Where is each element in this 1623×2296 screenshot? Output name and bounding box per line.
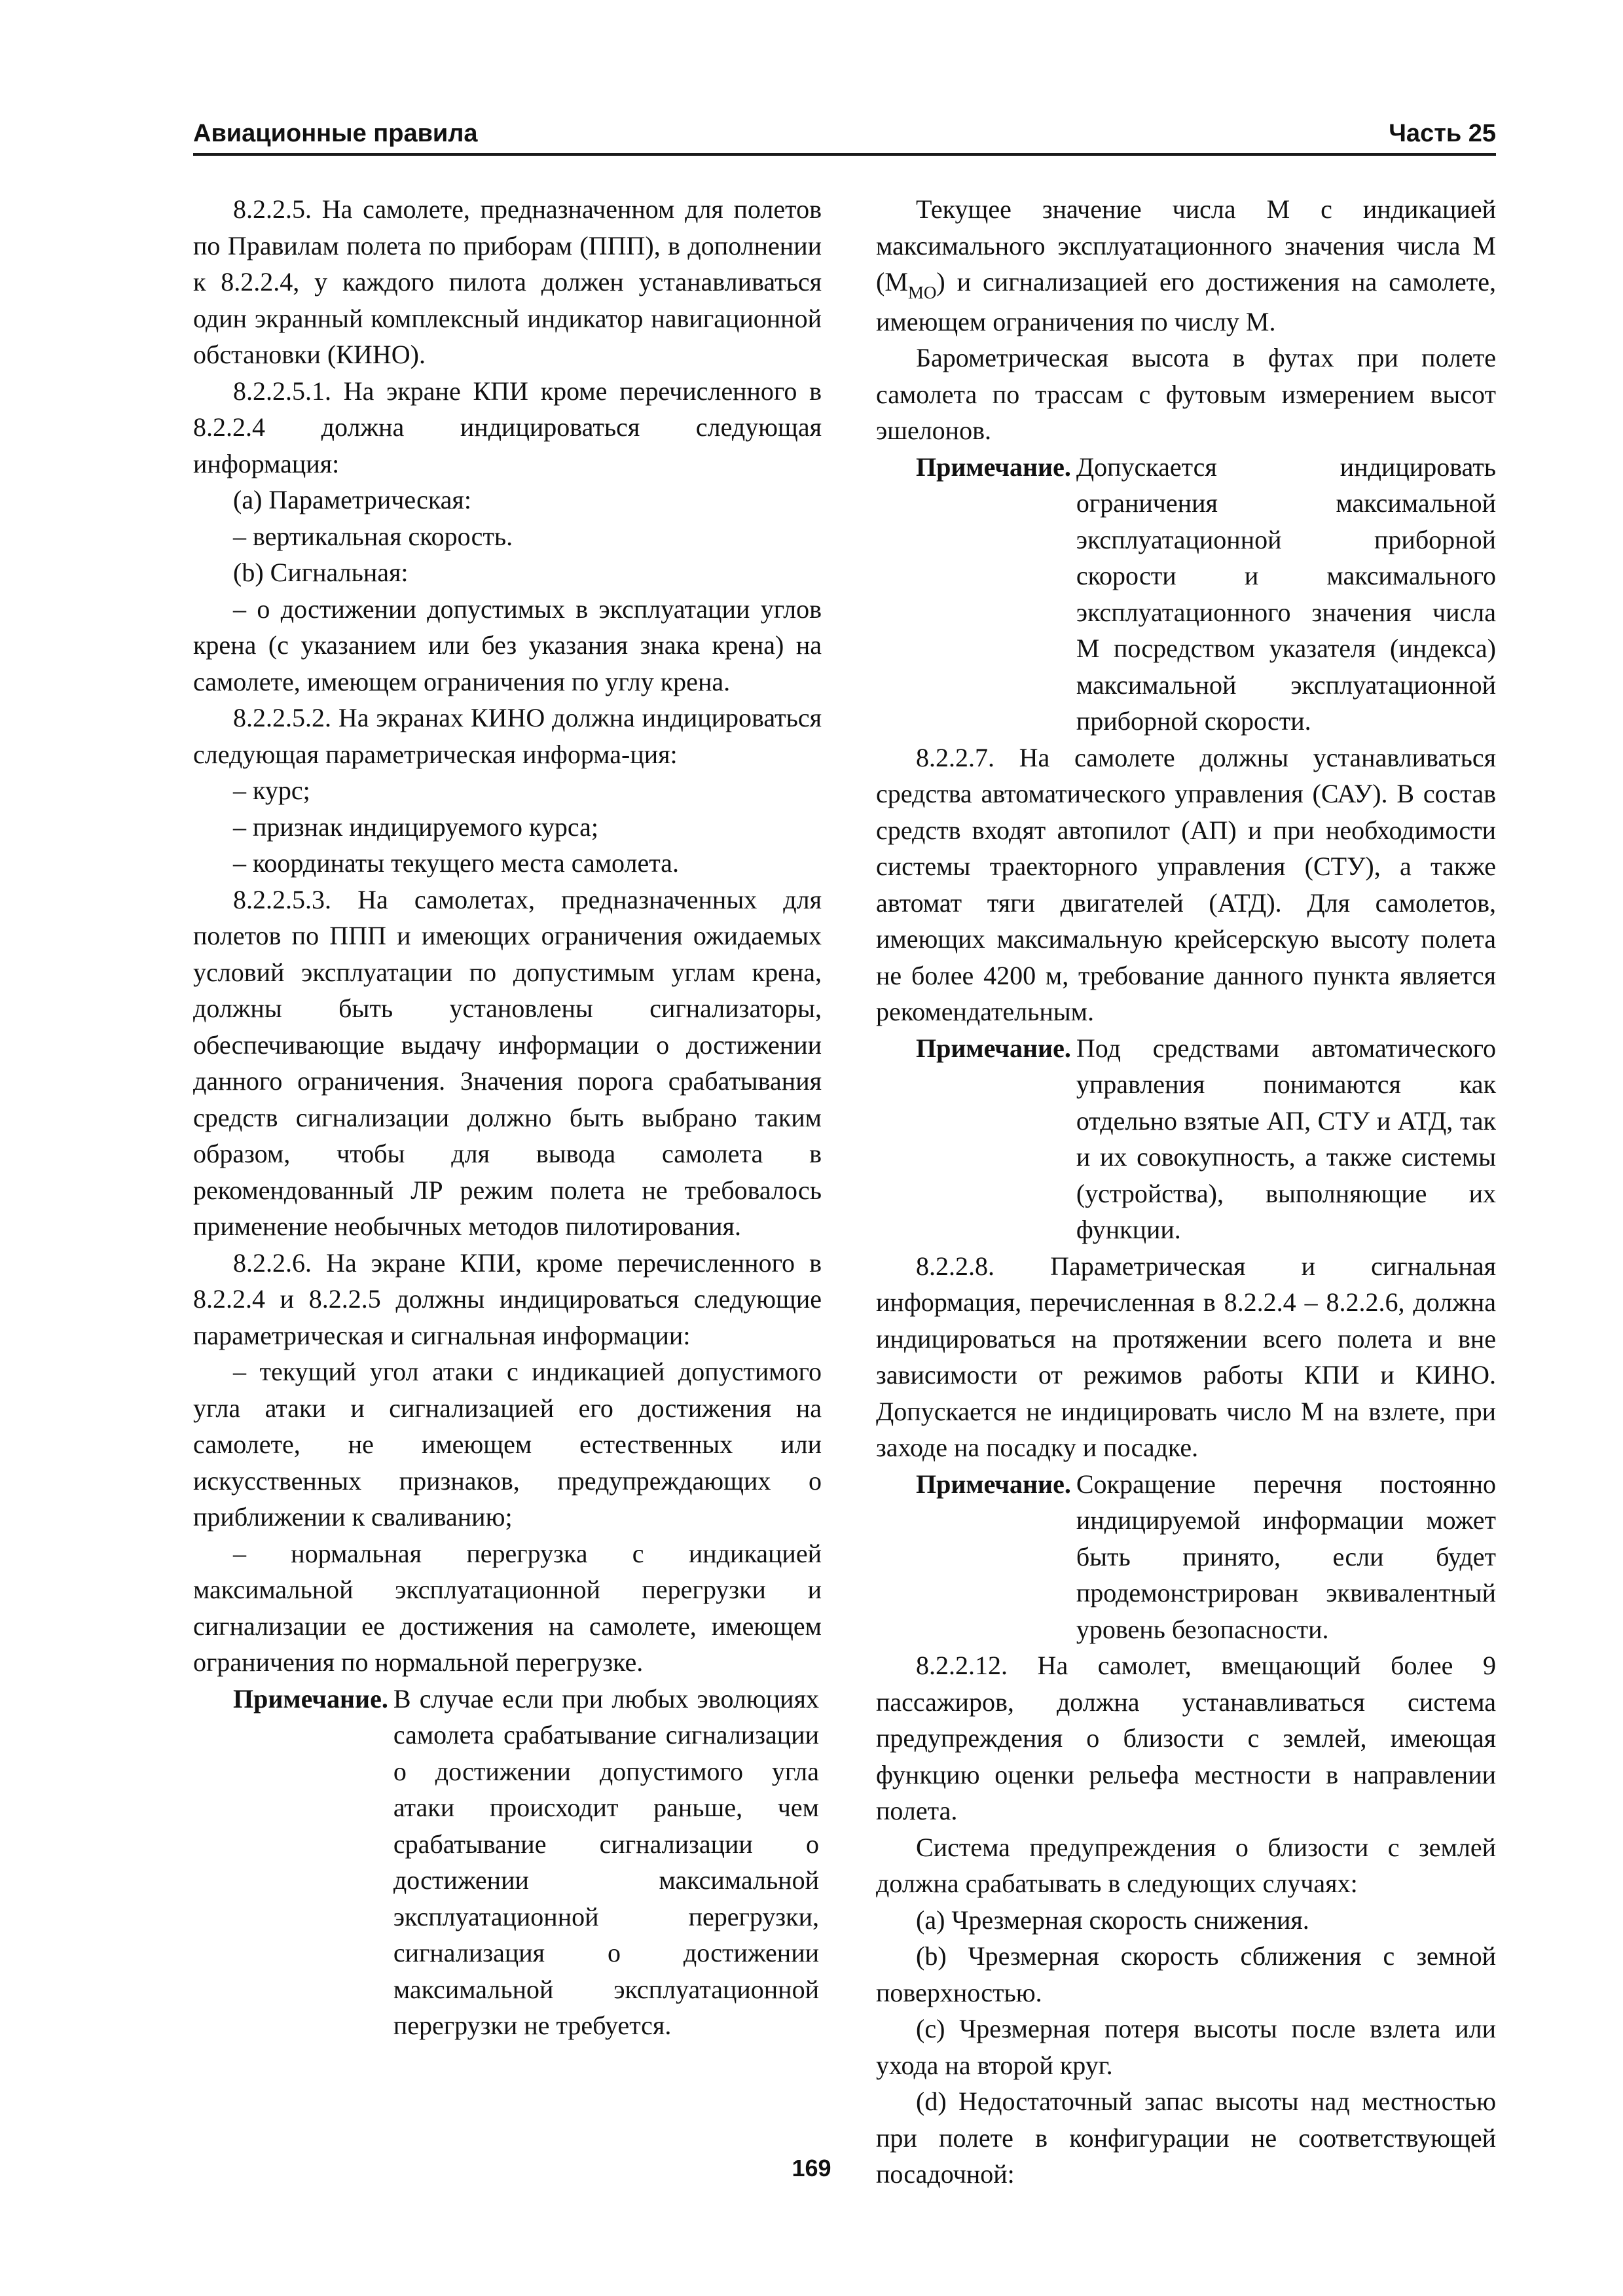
paragraph: – текущий угол атаки с индикацией допустимого угла атаки и сигнализацией его достижения на самолете, не имеющем естественных или искусственных признаков, предупреждающих о приближении к сваливанию;: [193, 1357, 822, 1532]
paragraph: 8.2.2.7. На самолете должны устанавливаться средства автоматического управления (САУ). В состав средств входят автопилот (АП) и при необходимости системы траекторного управления (СТУ), а также автомат тяги двигателей (АТД). Для самолетов, имеющих максимальную крейсерскую высоту полета не более 4200 м, требование данного пункта является рекомендательным.: [876, 742, 1496, 1026]
page-number: 169: [792, 2155, 831, 2181]
subscript: МО: [907, 283, 937, 302]
paragraph: – нормальная перегрузка с индикацией максимальной эксплуатационной перегрузки и сигнализации ее достижения на самолете, имеющем ограничения по нормальной перегрузке.: [193, 1538, 822, 1677]
left-column: [193, 191, 822, 2044]
paragraph: – курс;: [233, 776, 310, 805]
note-text: Допускается индицировать ограничения максимальной эксплуатационной приборной скорости и максимального эксплуатационного значения числа М посредством указателя (индекса) максимальной эксплуатационной приборной скорости.: [1076, 452, 1496, 736]
header-part: Часть 25: [1389, 120, 1496, 147]
note-block: [193, 1681, 822, 2044]
paragraph: – признак индицируемого курса;: [233, 812, 598, 842]
text-run: Текущее значение числа М с индикацией максимального эксплуатационного значения числа М (М: [876, 194, 1496, 296]
paragraph: (b) Сигнальная:: [233, 558, 409, 587]
note-block: [876, 1466, 1496, 1648]
paragraph: (b) Чрезмерная скорость сближения с земной поверхностью.: [876, 1941, 1496, 2007]
paragraph: (a) Параметрическая:: [233, 485, 471, 514]
note-text: Под средствами автоматического управления понимаются как отдельно взятые АП, СТУ и АТД, так и их совокупность, а также системы (устройства), выполняющие их функции.: [1076, 1033, 1496, 1244]
note-block: [876, 1030, 1496, 1248]
right-column: [876, 191, 1496, 2193]
paragraph: 8.2.2.5.3. На самолетах, предназначенных для полетов по ППП и имеющих ограничения ожидаемых условий эксплуатации по допустимым углам крена, должны быть установлены сигнализаторы, обеспечивающие выдачу информации о достижении данного ограничения. Значения порога срабатывания средств сигнализации должно быть выбрано таким образом, чтобы для вывода самолета в рекомендованный ЛР режим полета не требовалось применение необычных методов пилотирования.: [193, 884, 822, 1241]
paragraph: – координаты текущего места самолета.: [233, 848, 679, 878]
note-text: Сокращение перечня постоянно индицируемой информации может быть принято, если будет продемонстрирован эквивалентный уровень безопасности.: [1076, 1469, 1496, 1644]
paragraph: 8.2.2.5.1. На экране КПИ кроме перечисленного в 8.2.2.4 должна индицироваться следующая информация:: [193, 376, 822, 478]
paragraph: 8.2.2.8. Параметрическая и сигнальная информация, перечисленная в 8.2.2.4 – 8.2.2.6, должна индицироваться на протяжении всего полета и вне зависимости от режимов работы КПИ и КИНО. Допускается не индицировать число М на взлете, при заходе на посадку и посадке.: [876, 1251, 1496, 1462]
paragraph: (a) Чрезмерная скорость снижения.: [916, 1905, 1309, 1935]
paragraph: 8.2.2.12. На самолет, вмещающий более 9 пассажиров, должна устанавливаться система предупреждения о близости с землей, имеющая функцию оценки рельефа местности в направлении полета.: [876, 1651, 1496, 1825]
paragraph: – вертикальная скорость.: [233, 521, 513, 551]
note-label: Примечание.: [916, 1469, 1071, 1499]
note-label: Примечание.: [233, 1683, 388, 1713]
paragraph: Барометрическая высота в футах при полете самолета по трассам с футовым измерением высот эшелонов.: [876, 343, 1496, 445]
paragraph: 8.2.2.6. На экране КПИ, кроме перечисленного в 8.2.2.4 и 8.2.2.5 должны индицироваться следующие параметрическая и сигнальная информации:: [193, 1247, 822, 1350]
note-label: Примечание.: [916, 452, 1071, 482]
paragraph: Система предупреждения о близости с землей должна срабатывать в следующих случаях:: [876, 1832, 1496, 1898]
paragraph: 8.2.2.5.2. На экранах КИНО должна индицироваться следующая параметрическая информа-ция:: [193, 703, 822, 769]
text-run: ) и сигнализацией его достижения на самолете, имеющем ограничения по числу М.: [876, 267, 1496, 336]
paragraph: [876, 191, 1496, 340]
paragraph: 8.2.2.5. На самолете, предназначенном для полетов по Правилам полета по приборам (ППП), в дополнении к 8.2.2.4, у каждого пилота должен устанавливаться один экранный комплексный индикатор навигационной обстановки (КИНО).: [193, 194, 822, 369]
note-label: Примечание.: [916, 1033, 1071, 1063]
paragraph: (d) Недостаточный запас высоты над местностью при полете в конфигурации не соответствующей посадочной:: [876, 2087, 1496, 2189]
note-text: В случае если при любых эволюциях самолета срабатывание сигнализации о достижении допустимого угла атаки происходит раньше, чем срабатывание сигнализации о достижении максимальной эксплуатационной перегрузки, сигнализация о достижении максимальной эксплуатационной перегрузки не требуется.: [393, 1683, 819, 2040]
paragraph: (c) Чрезмерная потеря высоты после взлета или ухода на второй круг.: [876, 2014, 1496, 2080]
running-header: [193, 113, 1496, 156]
header-title: Авиационные правила: [193, 120, 478, 147]
paragraph: – о достижении допустимых в эксплуатации углов крена (с указанием или без указания знака крена) на самолете, имеющем ограничения по углу крена.: [193, 594, 822, 696]
note-block: [876, 449, 1496, 740]
